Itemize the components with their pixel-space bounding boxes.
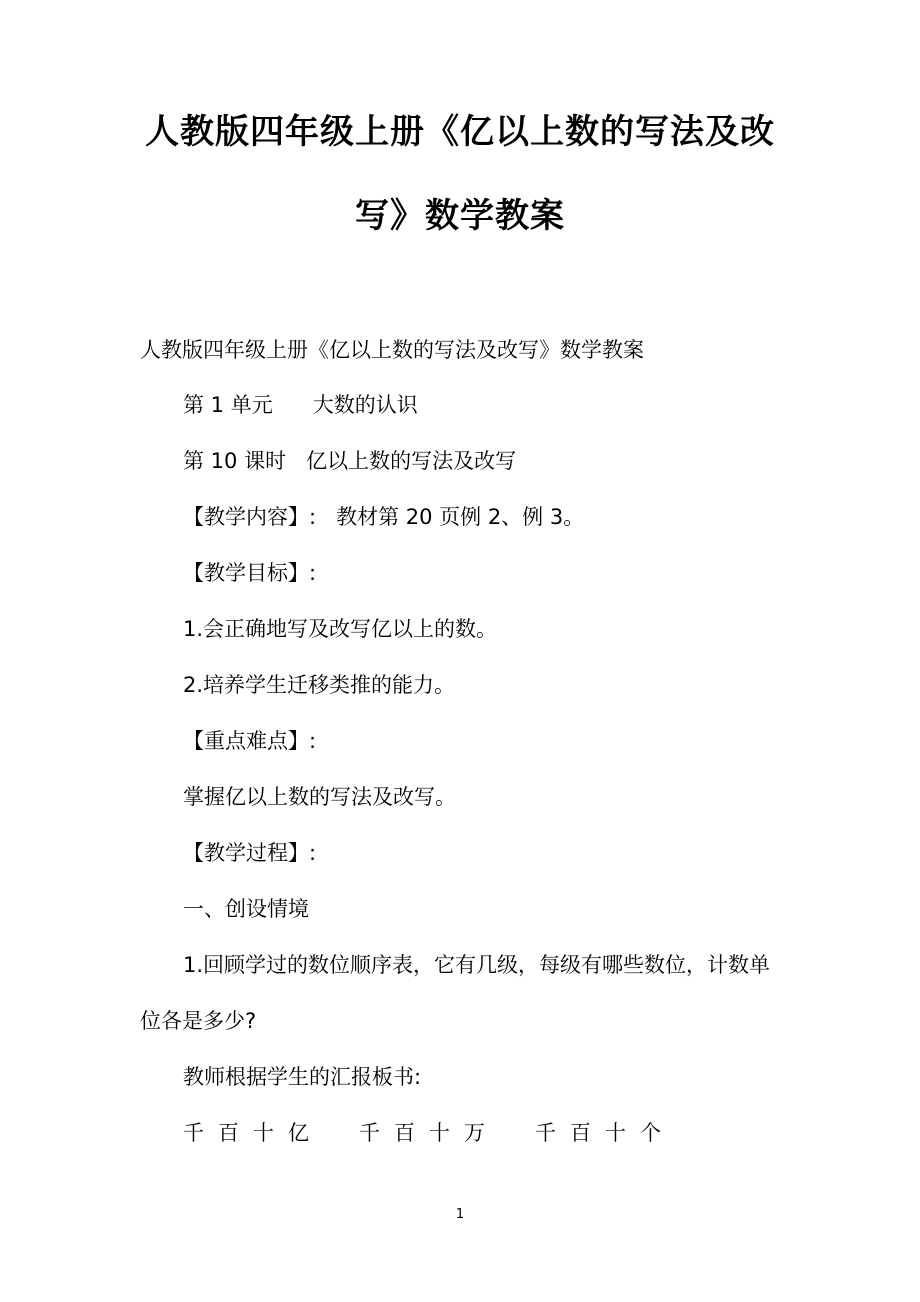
unit-char: 万	[464, 1121, 485, 1145]
unit-char: 十	[253, 1121, 274, 1145]
teaching-goal-item-1: 1.会正确地写及改写亿以上的数。	[183, 617, 498, 641]
unit-char: 千	[535, 1121, 556, 1145]
unit-char: 千	[359, 1121, 380, 1145]
unit-char: 十	[605, 1121, 626, 1145]
unit-char: 百	[394, 1121, 415, 1145]
teaching-goals-heading: 【教学目标】:	[183, 561, 317, 585]
lesson-label: 第 10 课时	[183, 449, 287, 473]
question-1-line-1: 1.回顾学过的数位顺序表，它有几级，每级有哪些数位，计数单	[183, 953, 771, 977]
lesson-name: 亿以上数的写法及改写	[306, 449, 517, 473]
page-number: 1	[455, 1207, 465, 1222]
unit-label: 第 1 单元	[183, 393, 273, 417]
process-heading: 【教学过程】:	[183, 841, 317, 865]
key-points-heading: 【重点难点】:	[183, 729, 317, 753]
process-section-1: 一、创设情境	[183, 897, 309, 921]
board-intro: 教师根据学生的汇报板书:	[183, 1065, 422, 1089]
unit-char: 亿	[288, 1121, 309, 1145]
place-value-units-row	[183, 1120, 661, 1146]
unit-char: 千	[183, 1121, 204, 1145]
teaching-content-heading: 【教学内容】:	[183, 505, 317, 529]
document-title-line-1: 人教版四年级上册《亿以上数的写法及改	[145, 112, 775, 152]
unit-char: 十	[429, 1121, 450, 1145]
teaching-goal-item-2: 2.培养学生迁移类推的能力。	[183, 673, 456, 697]
question-1-line-2: 位各是多少?	[140, 1009, 257, 1033]
teaching-content-text: 教材第 20 页例 2、例 3。	[336, 505, 585, 529]
document-title-line-2: 写》数学教案	[355, 196, 565, 236]
unit-line	[183, 392, 418, 418]
unit-char: 百	[218, 1121, 239, 1145]
lesson-line	[183, 448, 516, 474]
intro-paragraph: 人教版四年级上册《亿以上数的写法及改写》数学教案	[140, 338, 644, 362]
key-points-text: 掌握亿以上数的写法及改写。	[183, 785, 456, 809]
unit-char: 个	[640, 1121, 661, 1145]
unit-name: 大数的认识	[312, 393, 418, 417]
unit-char: 百	[570, 1121, 591, 1145]
teaching-content-line	[183, 504, 584, 530]
